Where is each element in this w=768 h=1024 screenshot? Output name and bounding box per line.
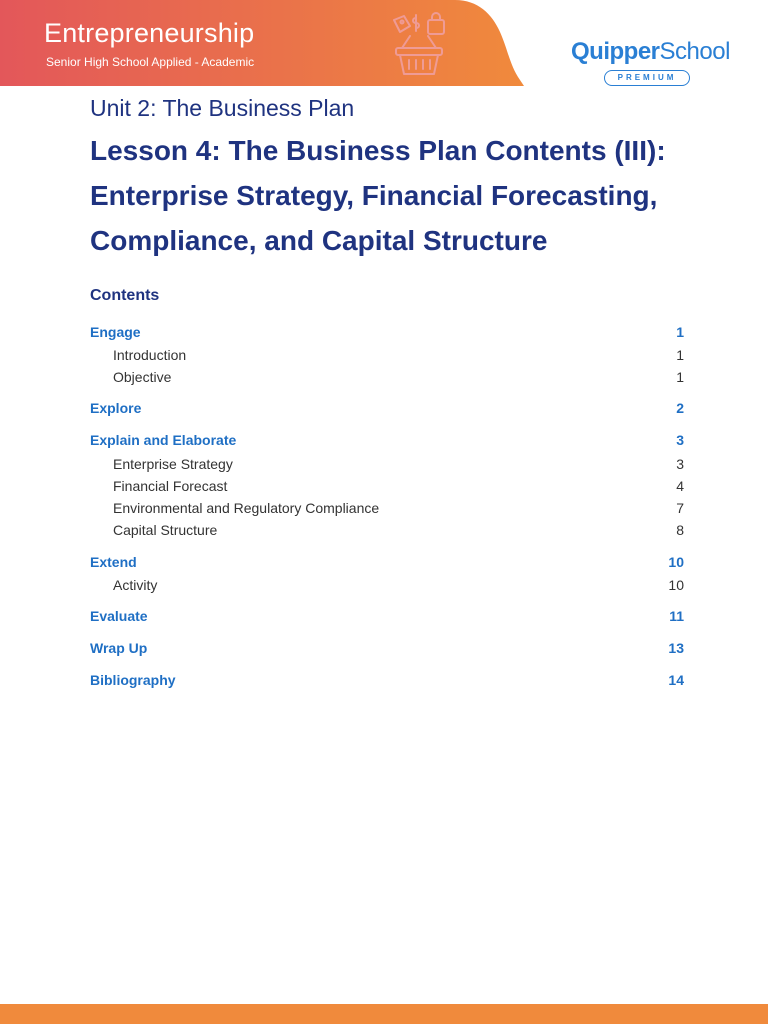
toc-entry[interactable] (90, 552, 684, 572)
toc-entry-label: Objective (113, 369, 172, 385)
toc-entry-page: 1 (676, 369, 684, 385)
toc-entry-label: Introduction (113, 347, 187, 363)
toc-entry-page: 1 (676, 324, 684, 340)
toc-entry-page: 14 (668, 672, 684, 688)
toc-entry-label: Wrap Up (90, 640, 148, 656)
subject-title: Entrepreneurship (44, 18, 255, 48)
toc-entry-page: 1 (676, 347, 684, 363)
brand-name-regular: School (659, 38, 730, 65)
toc-entry-label: Extend (90, 554, 137, 570)
brand-name-bold: Quipper (571, 38, 660, 65)
toc-entry-page: 13 (668, 640, 684, 656)
toc-entry[interactable] (90, 606, 684, 626)
toc-entry[interactable] (90, 638, 684, 658)
toc-entry-label: Explain and Elaborate (90, 432, 237, 448)
toc-entry-label: Explore (90, 400, 142, 416)
lesson-title: Lesson 4: The Business Plan Contents (III): Enterprise Strategy, Financial Forecasting, Compliance, and Capital Structure (90, 135, 666, 256)
toc-entry-page: 7 (676, 500, 684, 516)
toc-entry-label: Engage (90, 324, 141, 340)
toc-entry-label: Capital Structure (113, 522, 218, 538)
shopping-basket-icon (388, 12, 450, 83)
toc-entry-label: Bibliography (90, 672, 176, 688)
toc-subentry[interactable] (90, 367, 684, 387)
toc-entry-page: 10 (668, 554, 684, 570)
toc-entry-label: Evaluate (90, 608, 148, 624)
toc-subentry[interactable] (90, 575, 684, 595)
toc-subentry[interactable] (90, 520, 684, 540)
toc-entry-page: 2 (676, 400, 684, 416)
toc-entry[interactable] (90, 670, 684, 690)
contents-heading: Contents (90, 287, 160, 304)
toc-entry-page: 4 (676, 478, 684, 494)
toc-entry-page: 11 (669, 608, 684, 624)
subject-subtitle: Senior High School Applied - Academic (46, 55, 255, 69)
toc-entry-label: Activity (113, 577, 158, 593)
toc-entry-label: Financial Forecast (113, 478, 228, 494)
unit-title: Unit 2: The Business Plan (90, 95, 355, 121)
brand-name (571, 38, 731, 66)
toc-entry-label: Environmental and Regulatory Compliance (113, 500, 380, 516)
footer-bar (0, 1004, 768, 1024)
toc-subentry[interactable] (90, 476, 684, 496)
toc-subentry[interactable] (90, 454, 684, 474)
toc-entry-page: 10 (668, 577, 684, 593)
toc-entry-label: Enterprise Strategy (113, 456, 233, 472)
toc-entry-page: 3 (676, 432, 684, 448)
toc-subentry[interactable] (90, 498, 684, 518)
toc-subentry[interactable] (90, 345, 684, 365)
toc-entry[interactable] (90, 430, 684, 450)
premium-badge: PREMIUM (604, 70, 690, 86)
toc-entry[interactable] (90, 322, 684, 342)
toc-entry-page: 3 (676, 456, 684, 472)
brand-logo (571, 38, 731, 82)
toc-entry-page: 8 (676, 522, 684, 538)
toc-entry[interactable] (90, 398, 684, 418)
